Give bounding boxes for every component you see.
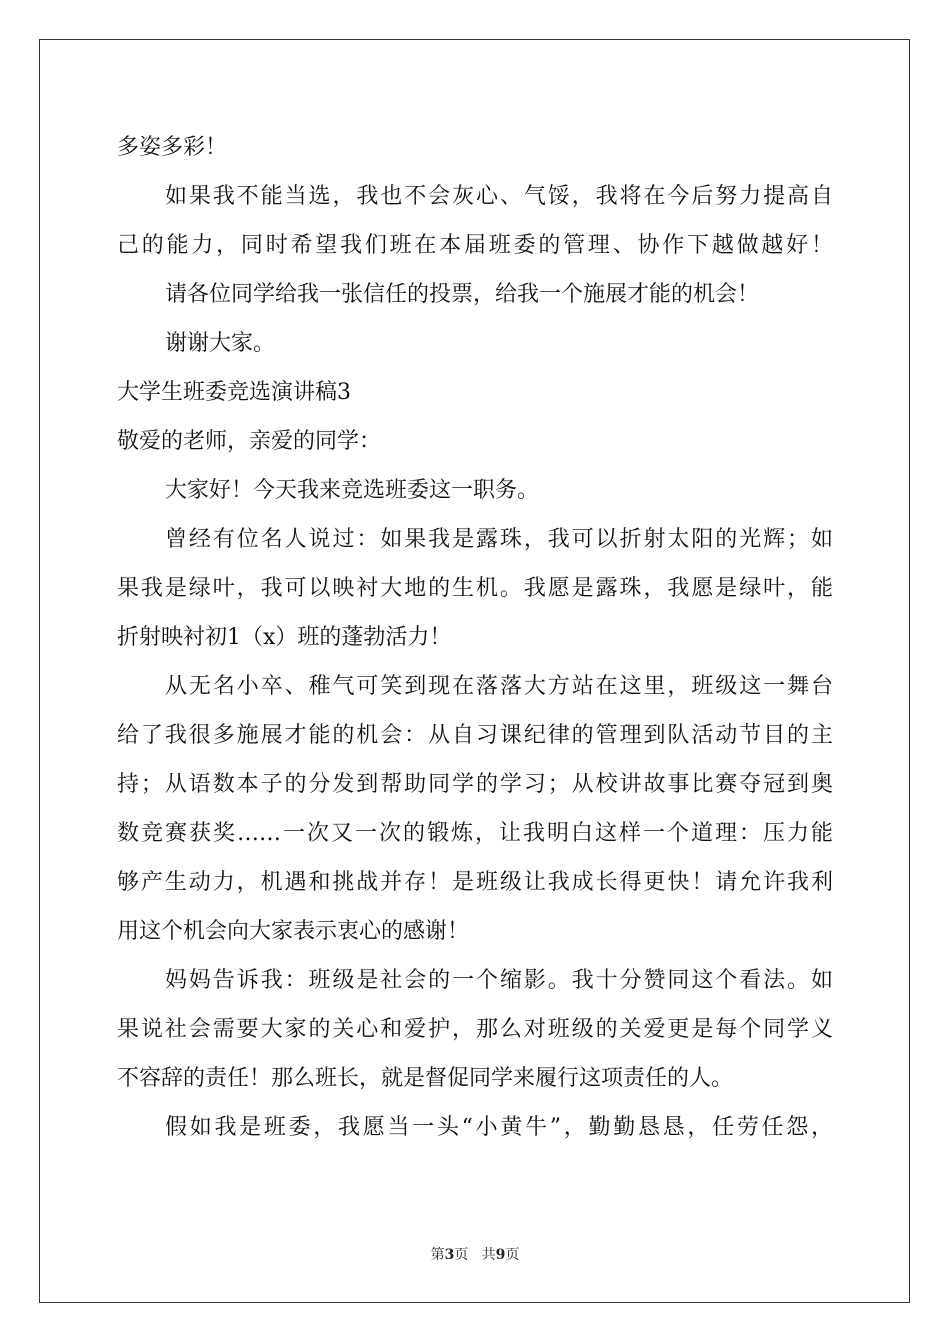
text-line: 数竞赛获奖……一次又一次的锻炼，让我明白这样一个道理：压力能 [117,821,833,846]
footer-total-prefix: 共 [481,1247,496,1263]
page-footer [0,1245,950,1265]
text-line: 多姿多彩！ [117,135,228,160]
footer-total-suffix: 页 [505,1247,520,1263]
text-line: 折射映衬初1（x）班的蓬勃活力！ [117,625,452,650]
text-line: 假如我是班委，我愿当一头“小黄牛”，勤勤恳恳，任劳任怨， [165,1115,833,1140]
text-line: 用这个机会向大家表示衷心的感谢！ [117,919,470,944]
total-pages-number: 9 [495,1247,506,1263]
text-line: 请各位同学给我一张信任的投票，给我一个施展才能的机会！ [165,282,760,307]
text-line: 持；从语数本子的分发到帮助同学的学习；从校讲故事比赛夺冠到奥 [117,772,833,797]
footer-prefix: 第 [430,1247,445,1263]
text-line: 够产生动力，机遇和挑战并存！是班级让我成长得更快！请允许我利 [117,870,833,895]
text-line: 曾经有位名人说过：如果我是露珠，我可以折射太阳的光辉；如 [165,527,833,552]
text-line: 果说社会需要大家的关心和爱护，那么对班级的关爱更是每个同学义 [117,1017,833,1042]
text-line: 如果我不能当选，我也不会灰心、气馁，我将在今后努力提高自 [165,184,833,209]
salutation: 敬爱的老师，亲爱的同学： [117,429,382,454]
text-line: 大家好！今天我来竞选班委这一职务。 [165,478,540,503]
text-line: 果我是绿叶，我可以映衬大地的生机。我愿是露珠，我愿是绿叶，能 [117,576,833,601]
text-line: 己的能力，同时希望我们班在本届班委的管理、协作下越做越好！ [117,233,833,258]
current-page-number: 3 [444,1247,455,1263]
document-body [117,128,833,1157]
text-line: 给了我很多施展才能的机会：从自习课纪律的管理到队活动节目的主 [117,723,833,748]
section-heading: 大学生班委竞选演讲稿3 [117,380,351,405]
text-line: 从无名小卒、稚气可笑到现在落落大方站在这里，班级这一舞台 [165,674,833,699]
footer-page-word: 页 [454,1247,469,1263]
text-line: 妈妈告诉我：班级是社会的一个缩影。我十分赞同这个看法。如 [165,968,833,993]
text-line: 谢谢大家。 [165,331,276,356]
text-line: 不容辞的责任！那么班长，就是督促同学来履行这项责任的人。 [117,1066,734,1091]
